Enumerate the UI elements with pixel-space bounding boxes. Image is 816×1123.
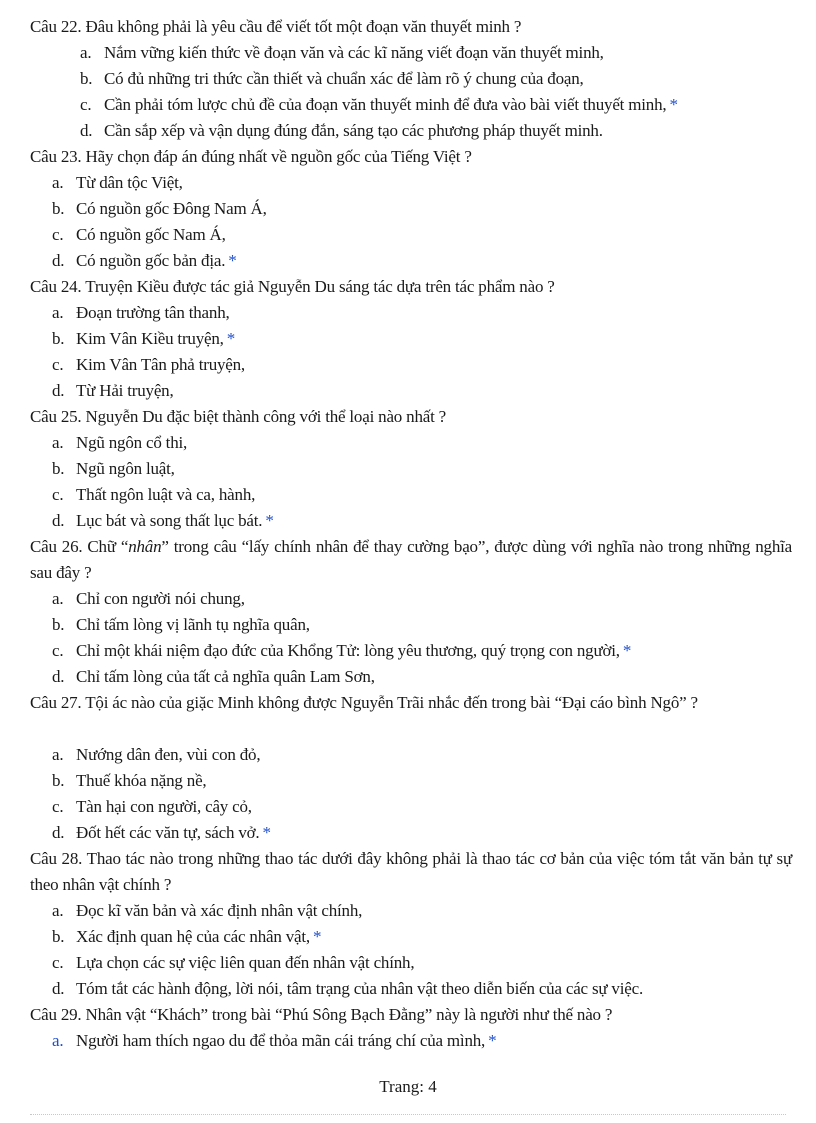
option-label: d. bbox=[52, 667, 65, 686]
option-text: Chỉ tấm lòng vị lãnh tụ nghĩa quân, bbox=[76, 615, 310, 634]
option-label: d. bbox=[80, 121, 93, 140]
option-text: Nắm vững kiến thức về đoạn văn và các kĩ năng viết đoạn văn thuyết minh, bbox=[104, 43, 604, 62]
question-23-stem: Câu 23. Hãy chọn đáp án đúng nhất về nguồn gốc của Tiếng Việt ? bbox=[30, 147, 472, 166]
option-text: Có nguồn gốc Nam Á, bbox=[76, 225, 226, 244]
question-22-option-c bbox=[80, 92, 678, 118]
question-23-option-a bbox=[52, 170, 183, 196]
option-text: Xác định quan hệ của các nhân vật, bbox=[76, 927, 310, 946]
question-26-option-a bbox=[52, 586, 245, 612]
option-text: Cần sắp xếp và vận dụng đúng đắn, sáng tạo các phương pháp thuyết minh. bbox=[104, 121, 603, 140]
answer-marker: * bbox=[622, 641, 632, 660]
question-24-option-d bbox=[52, 378, 174, 404]
footer-divider bbox=[30, 1114, 786, 1115]
stem-emphasis: nhân bbox=[128, 537, 162, 556]
option-label: d. bbox=[52, 823, 65, 842]
answer-marker: * bbox=[669, 95, 678, 114]
option-label: c. bbox=[52, 485, 64, 504]
question-29-stem: Câu 29. Nhân vật “Khách” trong bài “Phú Sông Bạch Đằng” này là người như thế nào ? bbox=[30, 1005, 613, 1024]
answer-marker: * bbox=[312, 927, 322, 946]
question-23-option-c bbox=[52, 222, 226, 248]
stem-text-after: ” trong câu “lấy chính nhân để thay cường bạo”, được dùng với nghĩa nào trong những nghĩa sau đây ? bbox=[30, 537, 792, 582]
option-label: b. bbox=[52, 771, 65, 790]
question-25-option-a bbox=[52, 430, 187, 456]
option-text: Có nguồn gốc Đông Nam Á, bbox=[76, 199, 267, 218]
question-27-option-a bbox=[52, 742, 260, 768]
option-text: Chỉ tấm lòng của tất cả nghĩa quân Lam Sơn, bbox=[76, 667, 375, 686]
question-28-option-a bbox=[52, 898, 362, 924]
option-text: Nướng dân đen, vùi con đỏ, bbox=[76, 745, 261, 764]
option-label: b. bbox=[80, 69, 93, 88]
option-label: a. bbox=[52, 1031, 64, 1050]
answer-marker: * bbox=[488, 1031, 497, 1050]
question-26-option-c bbox=[52, 638, 631, 664]
option-text: Ngũ ngôn luật, bbox=[76, 459, 175, 478]
option-label: b. bbox=[52, 199, 65, 218]
option-text: Chỉ một khái niệm đạo đức của Khổng Tử: lòng yêu thương, quý trọng con người, bbox=[76, 641, 620, 660]
option-text: Tóm tắt các hành động, lời nói, tâm trạng của nhân vật theo diễn biến của các sự việc. bbox=[76, 979, 643, 998]
option-text: Từ Hải truyện, bbox=[76, 381, 174, 400]
option-label: a. bbox=[52, 745, 64, 764]
question-29-option-a bbox=[52, 1028, 496, 1054]
option-label: a. bbox=[52, 173, 64, 192]
question-27-option-d bbox=[52, 820, 271, 846]
option-text: Có nguồn gốc bản địa. bbox=[76, 251, 226, 270]
option-label: d. bbox=[52, 511, 65, 530]
option-label: c. bbox=[52, 953, 64, 972]
option-label: c. bbox=[52, 641, 64, 660]
option-label: b. bbox=[52, 615, 65, 634]
question-28-option-b bbox=[52, 924, 321, 950]
option-label: a. bbox=[52, 433, 64, 452]
option-label: a. bbox=[52, 589, 64, 608]
option-text: Từ dân tộc Việt, bbox=[76, 173, 183, 192]
option-text: Đốt hết các văn tự, sách vở. bbox=[76, 823, 260, 842]
question-25-option-c bbox=[52, 482, 255, 508]
question-27-option-b bbox=[52, 768, 206, 794]
option-text: Đoạn trường tân thanh, bbox=[76, 303, 230, 322]
option-label: d. bbox=[52, 251, 65, 270]
page-number: Trang: 4 bbox=[379, 1077, 437, 1096]
option-text: Lục bát và song thất lục bát. bbox=[76, 511, 263, 530]
question-24-option-c bbox=[52, 352, 245, 378]
option-label: c. bbox=[80, 95, 92, 114]
question-23-option-d bbox=[52, 248, 237, 274]
option-text: Cần phải tóm lược chủ đề của đoạn văn thuyết minh để đưa vào bài viết thuyết minh, bbox=[104, 95, 667, 114]
option-text: Đọc kĩ văn bản và xác định nhân vật chính, bbox=[76, 901, 363, 920]
question-24-option-b bbox=[52, 326, 235, 352]
question-22-stem: Câu 22. Đâu không phải là yêu cầu để viết tốt một đoạn văn thuyết minh ? bbox=[30, 17, 522, 36]
answer-marker: * bbox=[226, 329, 236, 348]
option-text: Kim Vân Tân phả truyện, bbox=[76, 355, 245, 374]
question-24-stem: Câu 24. Truyện Kiều được tác giả Nguyễn Du sáng tác dựa trên tác phẩm nào ? bbox=[30, 277, 555, 296]
question-28-stem: Câu 28. Thao tác nào trong những thao tác dưới đây không phải là thao tác cơ bản của việc tóm tắt văn bản tự sự theo nhân vật chính ? bbox=[30, 849, 792, 894]
option-label: c. bbox=[52, 355, 64, 374]
answer-marker: * bbox=[228, 251, 237, 270]
option-text: Người ham thích ngao du để thỏa mãn cái tráng chí của mình, bbox=[76, 1031, 486, 1050]
question-28-option-c bbox=[52, 950, 414, 976]
option-text: Thuế khóa nặng nề, bbox=[76, 771, 207, 790]
question-27-stem: Câu 27. Tội ác nào của giặc Minh không được Nguyễn Trãi nhắc đến trong bài “Đại cáo bình Ngô” ? bbox=[30, 693, 698, 712]
question-23-option-b bbox=[52, 196, 267, 222]
option-text: Ngũ ngôn cổ thi, bbox=[76, 433, 188, 452]
answer-marker: * bbox=[262, 823, 271, 842]
option-label: b. bbox=[52, 459, 65, 478]
option-text: Tàn hại con người, cây cỏ, bbox=[76, 797, 252, 816]
stem-text-before: Câu 26. Chữ “ bbox=[30, 537, 129, 556]
option-text: Có đủ những tri thức cần thiết và chuẩn xác để làm rõ ý chung của đoạn, bbox=[104, 69, 584, 88]
option-label: d. bbox=[52, 381, 65, 400]
question-22-option-d bbox=[80, 118, 603, 144]
question-24-option-a bbox=[52, 300, 230, 326]
option-text: Thất ngôn luật và ca, hành, bbox=[76, 485, 256, 504]
option-text: Chỉ con người nói chung, bbox=[76, 589, 245, 608]
question-28-option-d bbox=[52, 976, 643, 1002]
option-label: d. bbox=[52, 979, 65, 998]
question-25-stem: Câu 25. Nguyễn Du đặc biệt thành công với thể loại nào nhất ? bbox=[30, 407, 447, 426]
answer-marker: * bbox=[265, 511, 274, 530]
option-label: b. bbox=[52, 927, 65, 946]
question-26-option-d bbox=[52, 664, 375, 690]
option-label: a. bbox=[80, 43, 92, 62]
question-22-option-b bbox=[80, 66, 584, 92]
option-label: c. bbox=[52, 225, 64, 244]
option-label: a. bbox=[52, 901, 64, 920]
option-label: b. bbox=[52, 329, 65, 348]
question-22-option-a bbox=[80, 40, 604, 66]
question-25-option-d bbox=[52, 508, 274, 534]
option-label: a. bbox=[52, 303, 64, 322]
question-26-stem bbox=[30, 534, 792, 586]
question-27-option-c bbox=[52, 794, 252, 820]
option-text: Kim Vân Kiều truyện, bbox=[76, 329, 224, 348]
option-label: c. bbox=[52, 797, 64, 816]
question-26-option-b bbox=[52, 612, 310, 638]
question-25-option-b bbox=[52, 456, 175, 482]
option-text: Lựa chọn các sự việc liên quan đến nhân vật chính, bbox=[76, 953, 415, 972]
